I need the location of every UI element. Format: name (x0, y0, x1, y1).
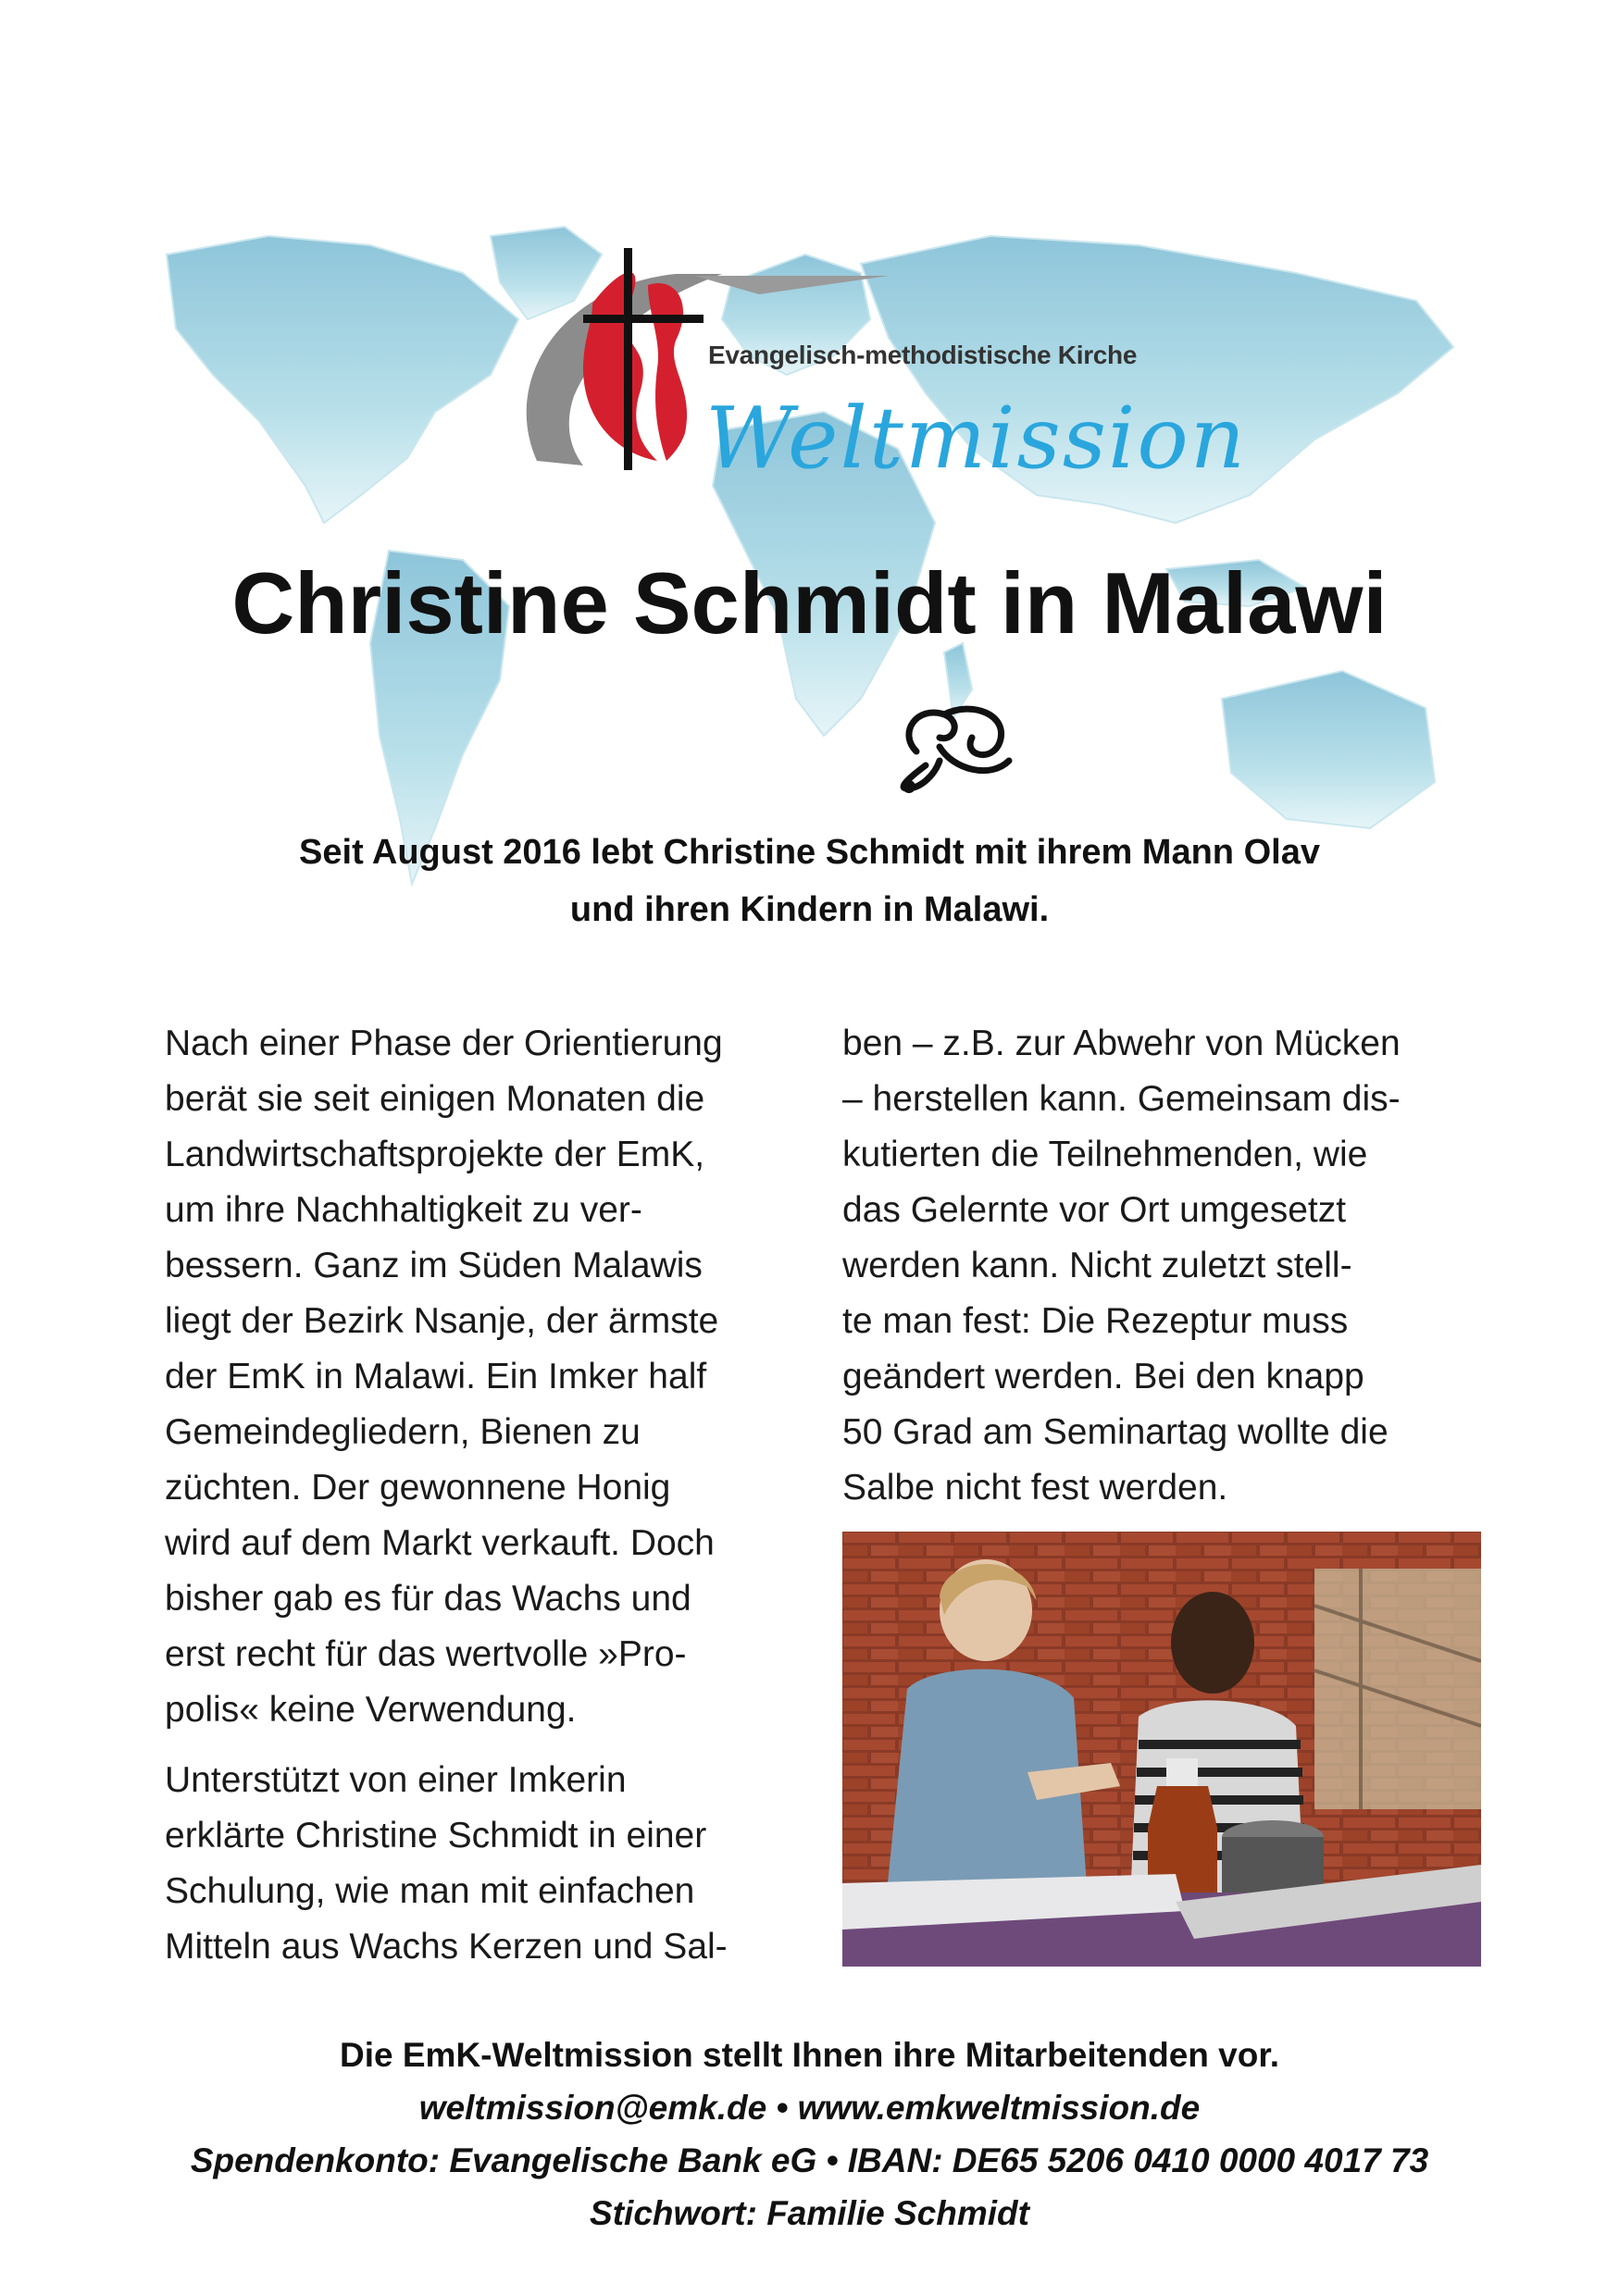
body-line: Schulung, wie man mit einfachen (165, 1871, 695, 1911)
body-line: Mitteln aus Wachs Kerzen und Sal- (165, 1927, 728, 1967)
footer-contact: weltmission@emk.de • www.emkweltmission.de (418, 2089, 1201, 2127)
body-line: polis« keine Verwendung. (165, 1690, 577, 1730)
body-line: – herstellen kann. Gemeinsam dis- (842, 1079, 1401, 1119)
body-line: kutierten die Teilnehmenden, wie (842, 1135, 1368, 1174)
body-line: werden kann. Nicht zuletzt stell- (842, 1246, 1352, 1285)
body-line: Nach einer Phase der Orientierung (165, 1024, 723, 1063)
body-line: Landwirtschaftsprojekte der EmK, (165, 1135, 705, 1174)
logo-org-name: Evangelisch-methodistische Kirche (708, 341, 1138, 369)
body-line: te man fest: Die Rezeptur muss (842, 1301, 1349, 1341)
body-line: wird auf dem Markt verkauft. Doch (165, 1523, 715, 1563)
body-line: Unterstützt von einer Imkerin (165, 1760, 627, 1800)
body-line: der EmK in Malawi. Ein Imker half (165, 1357, 707, 1396)
body-line: um ihre Nachhaltigkeit zu ver- (165, 1190, 642, 1230)
flourish-ornament-icon (889, 696, 1027, 798)
intro-line-2: und ihren Kindern in Malawi. (569, 890, 1050, 929)
body-line: erst recht für das wertvolle »Pro- (165, 1634, 687, 1674)
body-line: berät sie seit einigen Monaten die (165, 1079, 705, 1119)
body-column-right (842, 1016, 1490, 1516)
body-line: bessern. Ganz im Süden Malawis (165, 1246, 703, 1285)
workshop-photo (842, 1532, 1481, 1967)
body-line: liegt der Bezirk Nsanje, der ärmste (165, 1301, 719, 1341)
footer-bank-account: Spendenkonto: Evangelische Bank eG • IBAN: DE65 5206 0410 0000 4017 73 (190, 2141, 1429, 2179)
footer-intro: Die EmK-Weltmission stellt Ihnen ihre Mitarbeitenden vor. (340, 2036, 1279, 2074)
body-line: erklärte Christine Schmidt in einer (165, 1816, 707, 1855)
page-title: Christine Schmidt in Malawi (231, 554, 1388, 652)
body-line: geändert werden. Bei den knapp (842, 1357, 1364, 1396)
body-line: bisher gab es für das Wachs und (165, 1579, 691, 1619)
body-column-left (165, 1016, 831, 1975)
logo-brand-name: Weltmission (705, 389, 1248, 488)
body-line: das Gelernte vor Ort umgesetzt (842, 1190, 1347, 1230)
body-line: Salbe nicht fest werden. (842, 1468, 1228, 1508)
body-line: ben – z.B. zur Abwehr von Mücken (842, 1024, 1401, 1063)
footer-keyword: Stichwort: Familie Schmidt (590, 2194, 1029, 2232)
body-line: züchten. Der gewonnene Honig (165, 1468, 671, 1508)
intro-line-1: Seit August 2016 lebt Christine Schmidt mit ihrem Mann Olav (299, 833, 1320, 872)
intro-text (185, 824, 1434, 938)
body-line: Gemeindegliedern, Bienen zu (165, 1412, 641, 1452)
body-line: 50 Grad am Seminartag wollte die (842, 1412, 1389, 1452)
